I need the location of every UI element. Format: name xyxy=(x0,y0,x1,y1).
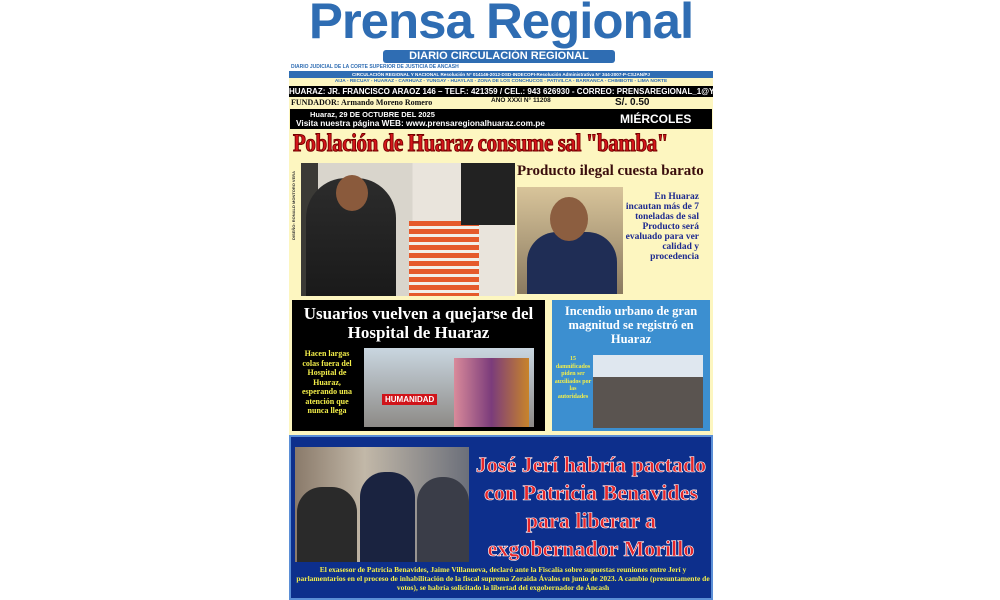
hospital-headline: Usuarios vuelven a quejarse del Hospital de Huaraz xyxy=(303,304,534,342)
humanidad-label: HUMANIDAD xyxy=(382,394,437,405)
secondary-stories xyxy=(289,298,713,435)
masthead-title: Prensa Regional xyxy=(308,0,694,49)
window xyxy=(461,163,515,225)
founder: FUNDADOR: Armando Moreno Romero xyxy=(291,98,433,107)
politicians-photo xyxy=(295,447,469,562)
date-box xyxy=(289,108,713,130)
people xyxy=(454,358,529,427)
queue-photo xyxy=(364,348,534,427)
masthead-tagline: DIARIO CIRCULACIÓN REGIONAL xyxy=(383,50,615,63)
date: Huaraz, 29 DE OCTUBRE DEL 2025 xyxy=(310,110,435,119)
figure-3 xyxy=(417,477,469,562)
address-line: HUARAZ: JR. FRANCISCO ARAOZ 146 – TELF.: 421359 / CEL.: 943 626930 - CORREO: PRENSAREGIONAL_1@YAHOO.ES xyxy=(289,87,751,96)
design-credit: DISEÑO: RONALD MONTORO VERA xyxy=(291,170,296,240)
website[interactable]: Visita nuestra página WEB: www.prensaregionalhuaraz.com.pe xyxy=(296,118,545,128)
politics-caption: El exasesor de Patricia Benavides, Jaime Villanueva, declaró ante la Fiscalía sobre supuestas reuniones entre Jerí y parlamentarios en el proceso de inhabilitación de la fiscal suprema Zoraida Ávalos en junio de 2023. A cambio (presuntamente de votos), se habría solicitado la libertad del exgobernador de Áncash xyxy=(296,565,710,592)
figure-1 xyxy=(297,487,357,562)
fire-story xyxy=(552,300,710,431)
figure-2 xyxy=(360,472,415,562)
hospital-summary: Hacen largas colas fuera del Hospital de Huaraz, esperando una atención que nunca llega xyxy=(301,349,352,415)
officer-head xyxy=(336,175,368,211)
politics-story xyxy=(289,435,713,600)
newspaper-cover xyxy=(289,0,751,600)
lead-story xyxy=(289,130,713,298)
salt-seizure-photo xyxy=(301,163,515,296)
lead-subhead: Producto ilegal cuesta barato xyxy=(517,163,704,179)
fire-headline: Incendio urbano de gran magnitud se registró en Huaraz xyxy=(564,304,698,346)
edition: AÑO XXXI N° 11208 xyxy=(491,97,551,104)
circulation-line: CIRCULACIÓN REGIONAL Y NACIONAL Resolución N° 014146-2012-DSD-INDECOPI-Resolución Administrativa N° 344-2007-P-CSJAN/PJ xyxy=(289,71,713,78)
hospital-story xyxy=(292,300,545,431)
judicial-line: DIARIO JUDICIAL DE LA CORTE SUPERIOR DE JUSTICIA DE ANCASH xyxy=(291,64,459,70)
suit xyxy=(527,232,617,294)
fire-photo xyxy=(593,355,703,428)
fire-summary: 15 damnificados piden ser auxiliados por las autoridades xyxy=(554,356,592,400)
founder-row xyxy=(289,97,713,108)
weekday: MIÉRCOLES xyxy=(620,112,692,126)
lead-headline: Población de Huaraz consume sal "bamba" xyxy=(293,130,669,157)
towns-line: AIJA - RECUAY - HUARAZ - CARHUAZ - YUNGAY - HUAYLAS - ZONA DE LOS CONCHUCOS - PATIVILCA - BARRANCA - CHIMBOTE - LIMA NORTE xyxy=(289,78,713,86)
salt-sacks xyxy=(409,221,479,296)
face xyxy=(550,197,588,241)
price: S/. 0.50 xyxy=(615,97,650,108)
official-photo xyxy=(517,187,623,294)
politics-headline: José Jerí habría pactado con Patricia Benavides para liberar a exgobernador Morillo xyxy=(475,452,707,561)
lead-sidebar: En Huaraz incautan más de 7 toneladas de sal Producto será evaluado para ver calidad y procedencia xyxy=(625,192,699,262)
